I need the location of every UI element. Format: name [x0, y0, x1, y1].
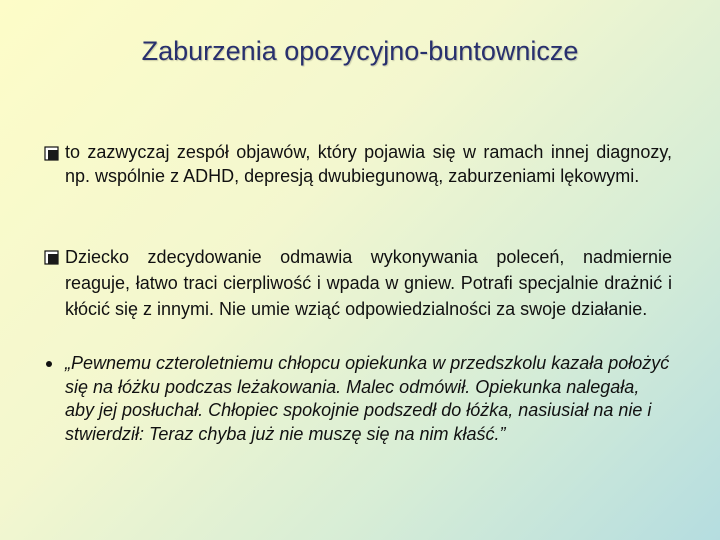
list-item	[44, 352, 672, 446]
list-item	[44, 244, 672, 322]
slide-title: Zaburzenia opozycyjno-buntownicze	[141, 36, 579, 66]
list-item-text: Dziecko zdecydowanie odmawia wykonywania poleceń, nadmiernie reaguje, łatwo traci cierpliwość i wpada w gniew. Potrafi specjalnie drażnić i kłócić się z innymi. Nie umie wziąć odpowiedzialności za swoje działanie.	[65, 247, 672, 319]
checkbox-bullet-icon	[44, 250, 59, 265]
list-item-text: to zazwyczaj zespół objawów, który pojawia się w ramach innej diagnozy, np. wspólnie z ADHD, depresją dwubiegunową, zaburzeniami lękowymi.	[65, 142, 672, 186]
checkbox-bullet-icon	[44, 146, 59, 161]
quote-text: „Pewnemu czteroletniemu chłopcu opiekunka w przedszkolu kazała położyć się na łóżku podczas leżakowania. Malec odmówił. Opiekunka nalegała, aby jej posłuchał. Chłopiec spokojnie podszedł do łóżka, nasiusiał na nie i stwierdził: Teraz chyba już nie muszę się na nim kłaść.”	[65, 353, 670, 444]
list-item	[44, 140, 672, 188]
dot-bullet-icon	[46, 361, 52, 367]
